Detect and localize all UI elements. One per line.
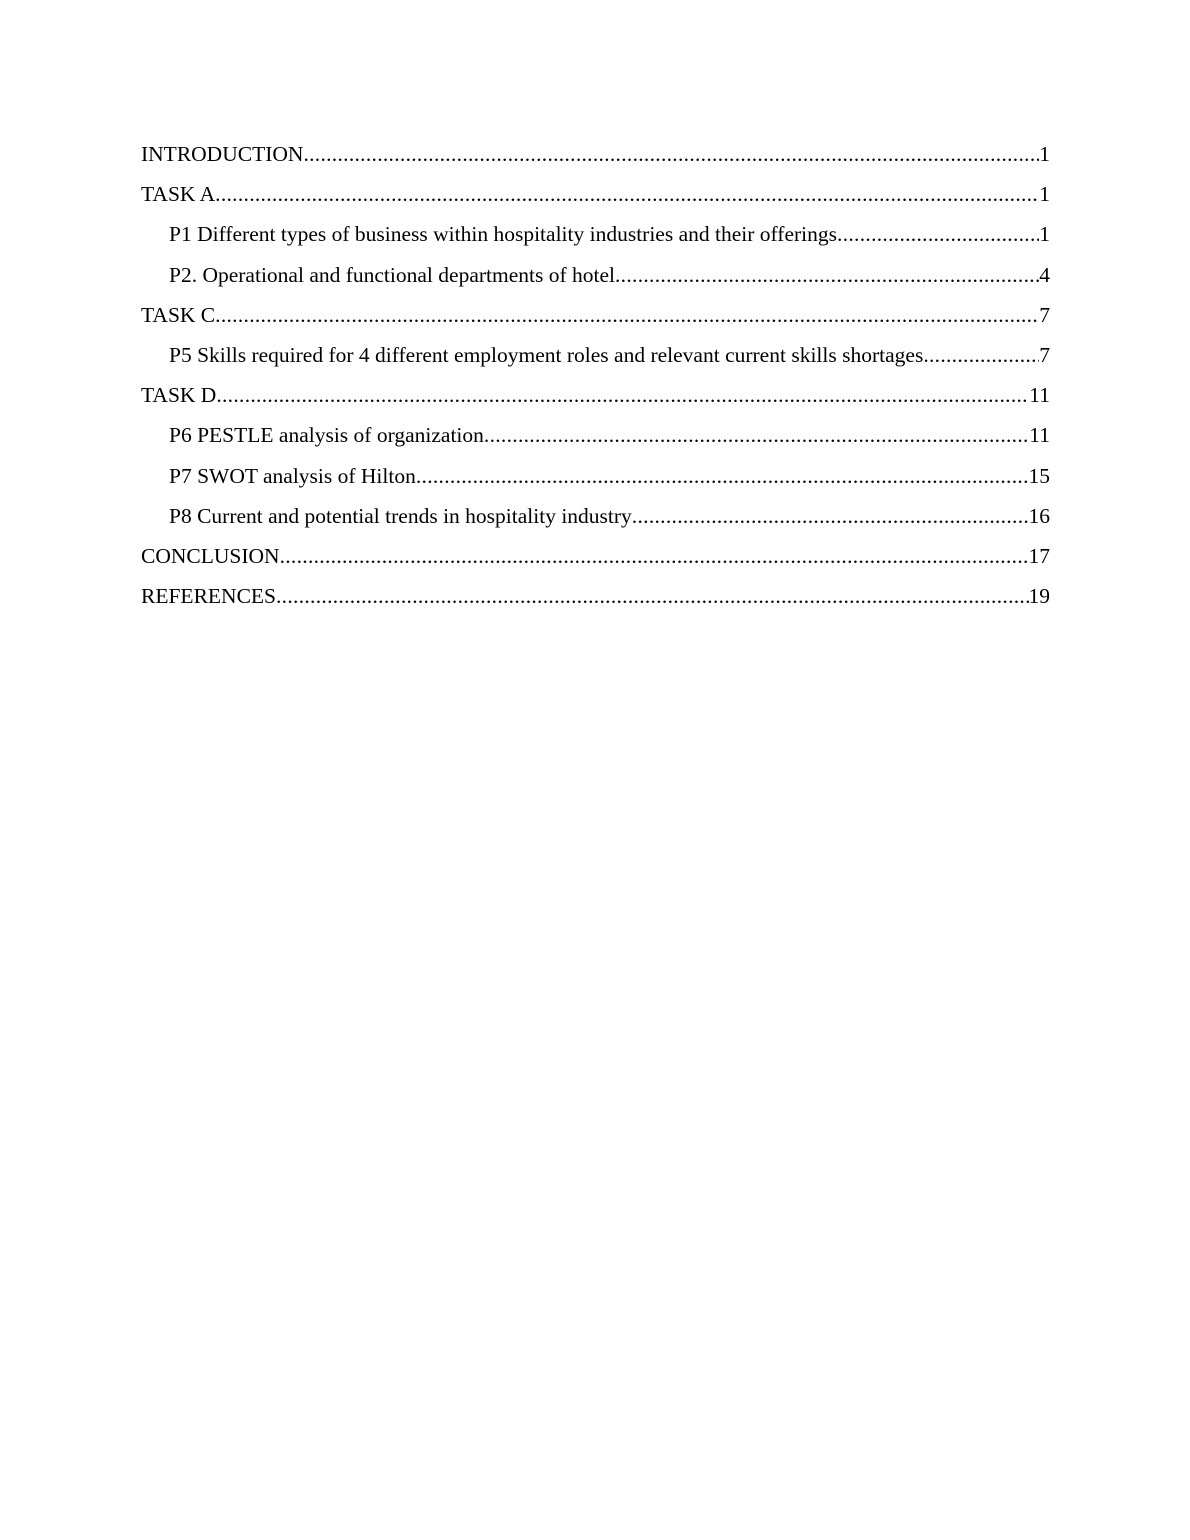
toc-entry-p8[interactable] (141, 496, 1050, 536)
toc-entry-title: P8 Current and potential trends in hospitality industry (169, 503, 632, 528)
toc-entry-title: TASK C (141, 302, 216, 327)
toc-entry-title: P6 PESTLE analysis of organization (169, 423, 484, 448)
toc-entry-introduction[interactable] (141, 134, 1050, 174)
toc-page-number: 11 (1029, 383, 1050, 408)
table-of-contents (141, 134, 1050, 616)
toc-dot-leader (303, 134, 1039, 174)
toc-page-number: 16 (1028, 503, 1050, 528)
toc-dot-leader (484, 415, 1029, 455)
toc-dot-leader (416, 456, 1029, 496)
toc-page-number: 7 (1039, 342, 1050, 367)
toc-dot-leader (216, 375, 1029, 415)
toc-page-number: 1 (1039, 142, 1050, 166)
toc-page-number: 7 (1039, 302, 1050, 327)
toc-entry-title: TASK A (141, 182, 216, 207)
toc-dot-leader (215, 295, 1039, 335)
toc-page-number: 1 (1039, 182, 1050, 207)
toc-dot-leader (215, 174, 1039, 214)
toc-entry-task-c[interactable] (141, 295, 1050, 335)
toc-entry-p7[interactable] (141, 456, 1050, 496)
toc-dot-leader (280, 536, 1029, 576)
toc-entry-references[interactable] (141, 576, 1050, 616)
toc-entry-title: P1 Different types of business within hospitality industries and their offerings (169, 222, 838, 247)
toc-entry-title: P5 Skills required for 4 different employment roles and relevant current skills shortages (169, 342, 924, 367)
toc-entry-conclusion[interactable] (141, 536, 1050, 576)
toc-page-number: 17 (1028, 543, 1050, 568)
toc-entry-p5[interactable] (141, 335, 1050, 375)
toc-entry-title: P7 SWOT analysis of Hilton (169, 463, 416, 488)
toc-entry-p2[interactable] (141, 255, 1050, 295)
toc-entry-title: REFERENCES (141, 584, 276, 609)
toc-dot-leader (923, 335, 1039, 375)
toc-entry-task-a[interactable] (141, 174, 1050, 214)
toc-page-number: 4 (1039, 262, 1050, 287)
toc-page-number: 1 (1039, 222, 1050, 247)
toc-page-number: 11 (1029, 423, 1050, 448)
toc-dot-leader (837, 214, 1039, 254)
toc-entry-title: CONCLUSION (141, 543, 280, 568)
toc-entry-p1[interactable] (141, 214, 1050, 254)
toc-dot-leader (632, 496, 1029, 536)
toc-entry-task-d[interactable] (141, 375, 1050, 415)
toc-dot-leader (615, 255, 1039, 295)
toc-entry-title: P2. Operational and functional departments of hotel (169, 262, 615, 287)
toc-dot-leader (276, 576, 1029, 616)
toc-entry-title: INTRODUCTION (141, 142, 304, 166)
toc-page-number: 19 (1028, 584, 1050, 609)
toc-page-number: 15 (1028, 463, 1050, 488)
toc-entry-p6[interactable] (141, 415, 1050, 455)
toc-entry-title: TASK D (141, 383, 217, 408)
